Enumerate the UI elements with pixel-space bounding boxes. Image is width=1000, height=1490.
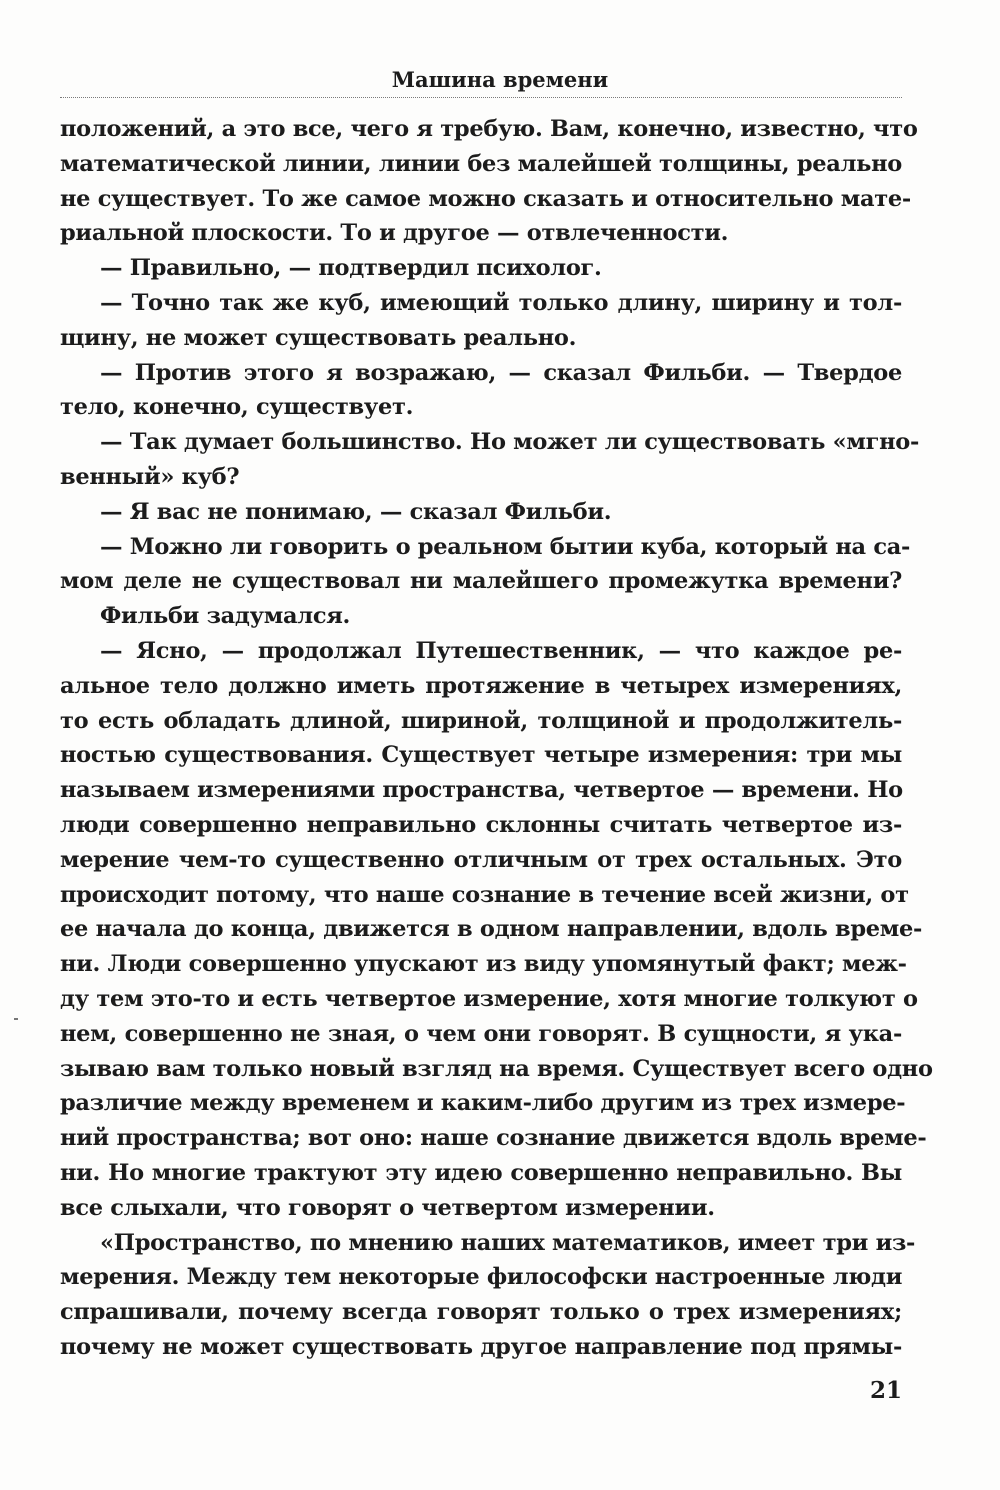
text-line: называем измерениями пространства, четвертое — времени. Но — [60, 777, 903, 804]
text-line: люди совершенно неправильно склонны считать четвертое из- — [60, 811, 902, 838]
text-line: мерение чем-то существенно отличным от трех остальных. Это — [60, 846, 902, 873]
text-line: мом деле не существовал ни малейшего промежутка времени? — [60, 568, 902, 595]
text-line: риальной плоскости. То и другое — отвлеченности. — [60, 220, 729, 247]
page-body-text — [60, 112, 933, 1365]
text-line: происходит потому, что наше сознание в течение всей жизни, от — [60, 881, 909, 908]
text-line: различие между временем и каким-либо другим из трех измере- — [60, 1090, 906, 1117]
text-line: — Правильно, — подтвердил психолог. — [100, 255, 602, 282]
text-line: почему не может существовать другое направление под прямы- — [60, 1333, 902, 1360]
text-line: ду тем это-то и есть четвертое измерение, хотя многие толкуют о — [60, 985, 918, 1012]
page-number: 21 — [869, 1377, 902, 1404]
text-line: ний пространства; вот оно: наше сознание движется вдоль време- — [60, 1125, 927, 1152]
running-header-title: Машина времени — [391, 67, 609, 92]
text-line: нем, совершенно не зная, о чем они говорят. В сущности, я ука- — [60, 1020, 902, 1047]
text-line: — Так думает большинство. Но может ли существовать «мгно- — [100, 429, 920, 456]
text-line: Фильби задумался. — [100, 603, 351, 630]
text-line: все слыхали, что говорят о четвертом измерении. — [60, 1194, 715, 1221]
text-line: — Можно ли говорить о реальном бытии куба, который на са- — [100, 533, 911, 560]
text-line: зываю вам только новый взгляд на время. Существует всего одно — [60, 1055, 933, 1082]
text-line: ностью существования. Существует четыре измерения: три мы — [60, 742, 902, 769]
text-line: «Пространство, по мнению наших математиков, имеет три из- — [100, 1229, 916, 1256]
text-line: математической линии, линии без малейшей толщины, реально — [60, 150, 902, 177]
text-line: ее начала до конца, движется в одном направлении, вдоль време- — [60, 916, 923, 943]
text-line: щину, не может существовать реально. — [60, 324, 577, 351]
text-line: положений, а это все, чего я требую. Вам, конечно, известно, что — [60, 116, 918, 142]
text-line: — Против этого я возражаю, — сказал Фильби. — Твердое — [100, 359, 902, 386]
text-line: альное тело должно иметь протяжение в четырех измерениях, — [60, 672, 902, 699]
header-divider — [60, 97, 902, 98]
text-line: венный» куб? — [60, 463, 240, 490]
margin-mark — [14, 1018, 18, 1020]
text-line: спрашивали, почему всегда говорят только о трех измерениях; — [60, 1299, 902, 1326]
text-line: не существует. То же самое можно сказать и относительно мате- — [60, 185, 911, 212]
text-line: ни. Люди совершенно упускают из виду упомянутый факт; меж- — [60, 951, 907, 978]
text-line: мерения. Между тем некоторые философски настроенные люди — [60, 1264, 903, 1291]
text-line: — Точно так же куб, имеющий только длину, ширину и тол- — [100, 289, 902, 316]
text-line: — Ясно, — продолжал Путешественник, — что каждое ре- — [100, 637, 902, 664]
text-line: — Я вас не понимаю, — сказал Фильби. — [100, 498, 612, 525]
text-line: то есть обладать длиной, шириной, толщиной и продолжитель- — [60, 707, 902, 734]
text-line: тело, конечно, существует. — [60, 394, 414, 421]
text-line: ни. Но многие трактуют эту идею совершенно неправильно. Вы — [60, 1159, 902, 1186]
